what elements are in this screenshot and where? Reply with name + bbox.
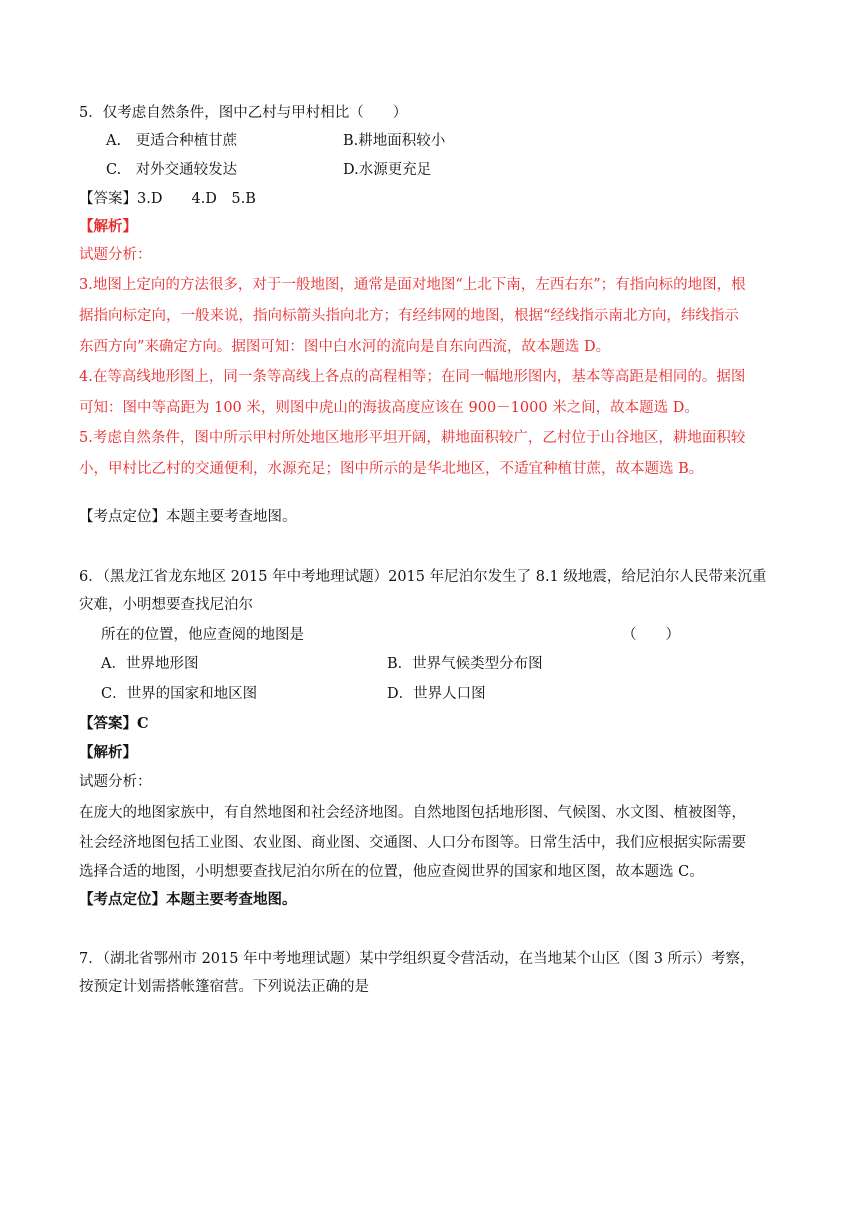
q5-stem: 5．仅考虑自然条件，图中乙村与甲村相比（ ）: [79, 105, 408, 121]
q6-option-b: B．世界气候类型分布图: [387, 656, 543, 672]
q3-5-analysis-label: 【解析】: [79, 218, 137, 235]
q6-answer-paren: （ ）: [622, 627, 680, 643]
q3-5-kaodian: 【考点定位】本题主要考查地图。: [79, 509, 297, 525]
q3-explanation-line-1: 3.地图上定向的方法很多，对于一般地图，通常是面对地图“上北下南，左西右东”；有指向标的地图，根: [79, 277, 746, 293]
q4-explanation-line-1: 4.在等高线地形图上，同一条等高线上各点的高程相等；在同一幅地形图内，基本等高距是相同的。据图: [79, 369, 746, 385]
q3-5-analysis-subtitle: 试题分析：: [79, 247, 152, 263]
q6-stem-line-2: 灾难，小明想要查找尼泊尔: [79, 597, 253, 613]
q5-option-b: B.耕地面积较小: [343, 133, 446, 149]
q7-stem-line-1: 7．（湖北省鄂州市 2015 年中考地理试题）某中学组织夏令营活动，在当地某个山区（图 3 所示）考察，: [79, 951, 755, 967]
q6-answer: 【答案】C: [79, 715, 149, 732]
q6-stem-line-3: 所在的位置，他应查阅的地图是: [101, 627, 304, 643]
q6-analysis-subtitle: 试题分析：: [79, 774, 152, 790]
q6-explanation-line-3: 选择合适的地图，小明想要查找尼泊尔所在的位置，他应查阅世界的国家和地区图，故本题选 C。: [79, 864, 704, 880]
q4-explanation-line-2: 可知：图中等高距为 100 米，则图中虎山的海拔高度应该在 900－1000 米之间，故本题选 D。: [79, 400, 699, 416]
q6-option-d: D．世界人口图: [387, 686, 486, 702]
q5-option-a: A. 更适合种植甘蔗: [106, 133, 238, 149]
q5-option-c: C. 对外交通较发达: [106, 162, 238, 178]
q6-option-c: C．世界的国家和地区图: [101, 686, 258, 702]
q5-explanation-line-1: 5.考虑自然条件，图中所示甲村所处地区地形平坦开阔，耕地面积较广，乙村位于山谷地区，耕地面积较: [79, 430, 746, 446]
q6-analysis-label: 【解析】: [79, 744, 137, 761]
q5-explanation-line-2: 小，甲村比乙村的交通便利，水源充足；图中所示的是华北地区，不适宜种植甘蔗，故本题选 B。: [79, 461, 704, 477]
q6-explanation-line-2: 社会经济地图包括工业图、农业图、商业图、交通图、人口分布图等。日常生活中，我们应根据实际需要: [79, 835, 746, 851]
q6-kaodian: 【考点定位】本题主要考查地图。: [79, 891, 297, 908]
q7-stem-line-2: 按预定计划需搭帐篷宿营。下列说法正确的是: [79, 979, 369, 995]
q6-explanation-line-1: 在庞大的地图家族中，有自然地图和社会经济地图。自然地图包括地形图、气候图、水文图、植被图等，: [79, 805, 746, 821]
q3-5-answer: 【答案】3.D 4.D 5.B: [79, 191, 256, 207]
q5-option-d: D.水源更充足: [343, 162, 432, 178]
q3-explanation-line-3: 东西方向”来确定方向。据图可知：图中白水河的流向是自东向西流，故本题选 D。: [79, 339, 611, 355]
q6-option-a: A．世界地形图: [101, 656, 199, 672]
q3-explanation-line-2: 据指向标定向，一般来说，指向标箭头指向北方；有经纬网的地图，根据“经线指示南北方向，纬线指示: [79, 308, 739, 324]
q6-stem-line-1: 6．（黑龙江省龙东地区 2015 年中考地理试题）2015 年尼泊尔发生了 8.1 级地震，给尼泊尔人民带来沉重: [79, 569, 767, 585]
